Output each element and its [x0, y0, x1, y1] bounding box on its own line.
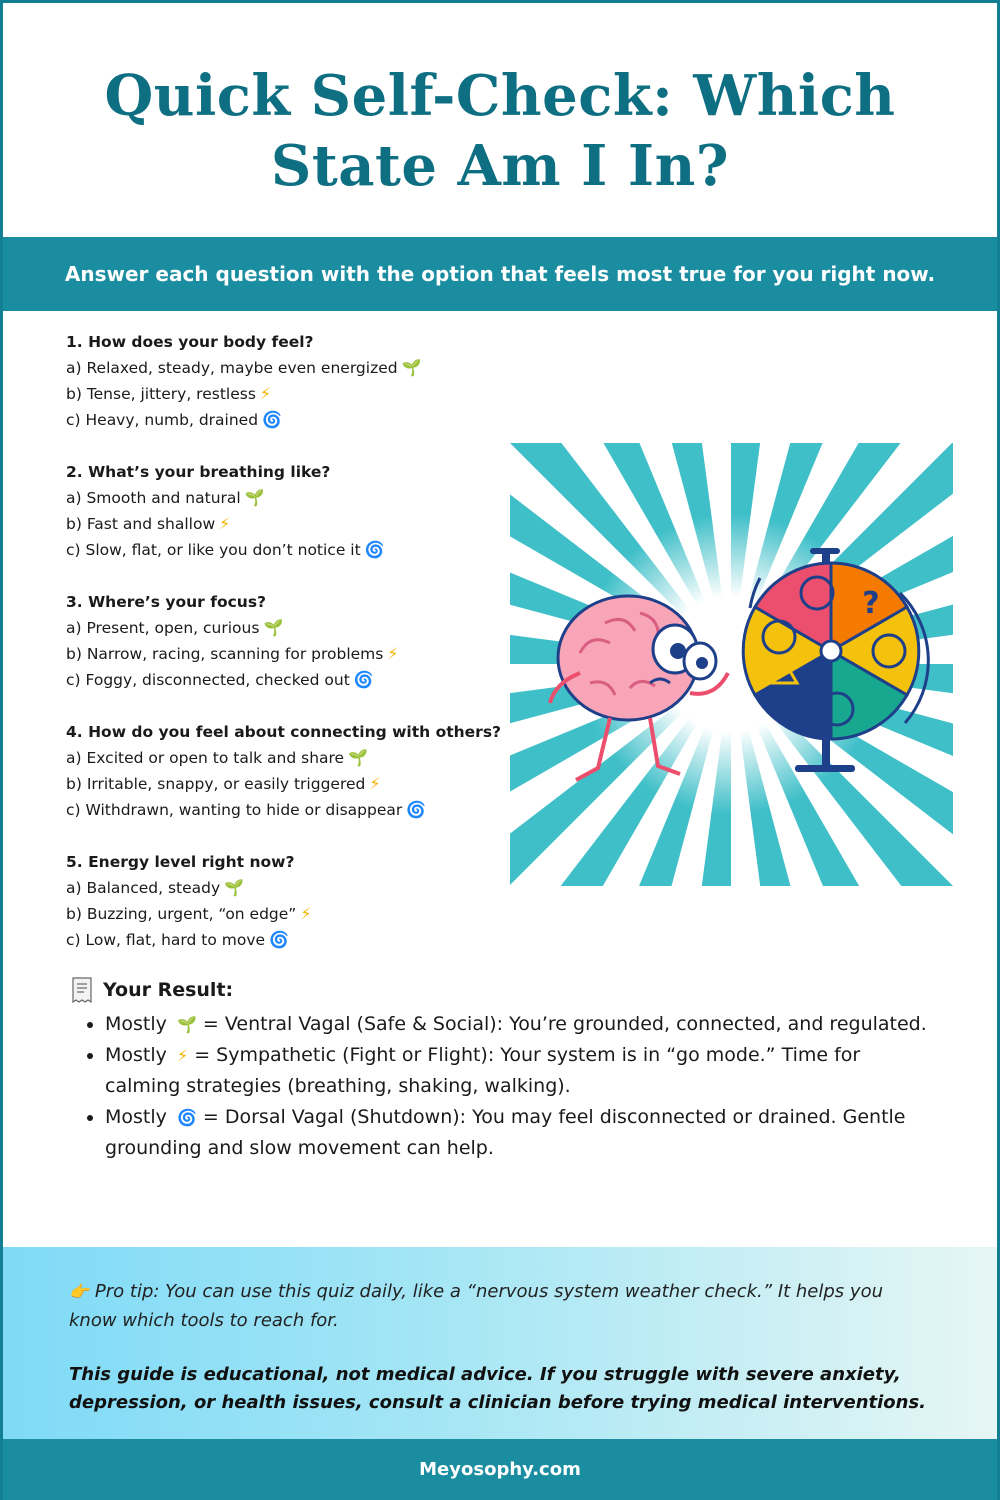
answer-option[interactable]: c) Slow, flat, or like you don’t notice it 🌀: [66, 537, 516, 563]
brain-emotion-wheel-illustration: [510, 443, 953, 886]
answer-option[interactable]: b) Fast and shallow ⚡: [66, 511, 516, 537]
answer-option[interactable]: c) Heavy, numb, drained 🌀: [66, 407, 516, 433]
answer-option[interactable]: a) Balanced, steady 🌱: [66, 875, 516, 901]
sprout-icon: 🌱: [176, 1015, 197, 1034]
illustration-svg: [510, 443, 953, 886]
receipt-icon: [71, 977, 93, 1003]
result-item: • Mostly ⚡ = Sympathetic (Fight or Flight): Your system is in “go mode.” Time for calming strategies (breathing, shaking, walking).: [105, 1040, 941, 1102]
question-text: 2. What’s your breathing like?: [66, 463, 331, 481]
result-section: [71, 975, 941, 1164]
question-4: [66, 719, 516, 823]
pro-tip: 👉 Pro tip: You can use this quiz daily, like a “nervous system weather check.” It helps you know which tools to reach for.: [69, 1277, 931, 1335]
answer-option[interactable]: a) Smooth and natural 🌱: [66, 485, 516, 511]
sprout-icon: 🌱: [244, 488, 265, 507]
question-text: 4. How do you feel about connecting with others?: [66, 723, 502, 741]
answer-option[interactable]: a) Present, open, curious 🌱: [66, 615, 516, 641]
svg-text:?: ?: [862, 586, 880, 621]
answer-option[interactable]: a) Excited or open to talk and share 🌱: [66, 745, 516, 771]
question-text: 3. Where’s your focus?: [66, 593, 267, 611]
question-text: 1. How does your body feel?: [66, 333, 314, 351]
instructions-text: Answer each question with the option that feels most true for you right now.: [64, 262, 936, 286]
pointing-hand-icon: 👉: [69, 1282, 89, 1301]
answer-option[interactable]: b) Buzzing, urgent, “on edge” ⚡: [66, 901, 516, 927]
title-line-1: Quick Self-Check: Which: [104, 63, 896, 129]
lightning-icon: ⚡: [300, 904, 312, 923]
answer-option[interactable]: b) Narrow, racing, scanning for problems ⚡: [66, 641, 516, 667]
result-heading: [71, 975, 941, 1005]
answer-option[interactable]: c) Foggy, disconnected, checked out 🌀: [66, 667, 516, 693]
cyclone-icon: 🌀: [269, 930, 289, 949]
lightning-icon: ⚡: [369, 774, 381, 793]
lightning-icon: ⚡: [387, 644, 399, 663]
sprout-icon: 🌱: [401, 358, 422, 377]
answer-option[interactable]: a) Relaxed, steady, maybe even energized 🌱: [66, 355, 516, 381]
cyclone-icon: 🌀: [406, 800, 427, 819]
result-list: [71, 1009, 941, 1164]
answer-option[interactable]: b) Tense, jittery, restless ⚡: [66, 381, 516, 407]
cyclone-icon: 🌀: [176, 1108, 197, 1127]
tip-box: [3, 1247, 997, 1439]
answer-option[interactable]: c) Low, flat, hard to move 🌀: [66, 927, 516, 953]
instructions-banner: [3, 237, 997, 311]
question-5: [66, 849, 516, 953]
answer-option[interactable]: b) Irritable, snappy, or easily triggered ⚡: [66, 771, 516, 797]
lightning-icon: ⚡: [259, 384, 272, 403]
footer: [3, 1439, 997, 1500]
result-heading-text: Your Result:: [103, 979, 234, 1001]
page-title: [3, 61, 997, 201]
sprout-icon: 🌱: [263, 618, 284, 637]
result-item: • Mostly 🌀 = Dorsal Vagal (Shutdown): You may feel disconnected or drained. Gentle grounding and slow movement can help.: [105, 1102, 941, 1164]
answer-option[interactable]: c) Withdrawn, wanting to hide or disappear 🌀: [66, 797, 516, 823]
question-3: [66, 589, 516, 693]
question-list: [66, 329, 516, 979]
sprout-icon: 🌱: [348, 748, 369, 767]
question-2: [66, 459, 516, 563]
lightning-icon: ⚡: [219, 514, 231, 533]
disclaimer: This guide is educational, not medical advice. If you struggle with severe anxiety, depression, or health issues, consult a clinician before trying medical interventions.: [69, 1364, 927, 1413]
cyclone-icon: 🌀: [353, 670, 374, 689]
title-line-2: State Am I In?: [270, 133, 730, 199]
sprout-icon: 🌱: [224, 878, 245, 897]
question-1: [66, 329, 516, 433]
result-item: • Mostly 🌱 = Ventral Vagal (Safe & Social): You’re grounded, connected, and regulated.: [105, 1009, 941, 1040]
question-text: 5. Energy level right now?: [66, 853, 295, 871]
cyclone-icon: 🌀: [262, 410, 282, 429]
footer-site-link[interactable]: Meyosophy.com: [419, 1459, 581, 1480]
cyclone-icon: 🌀: [364, 540, 385, 559]
lightning-icon: ⚡: [176, 1046, 189, 1065]
